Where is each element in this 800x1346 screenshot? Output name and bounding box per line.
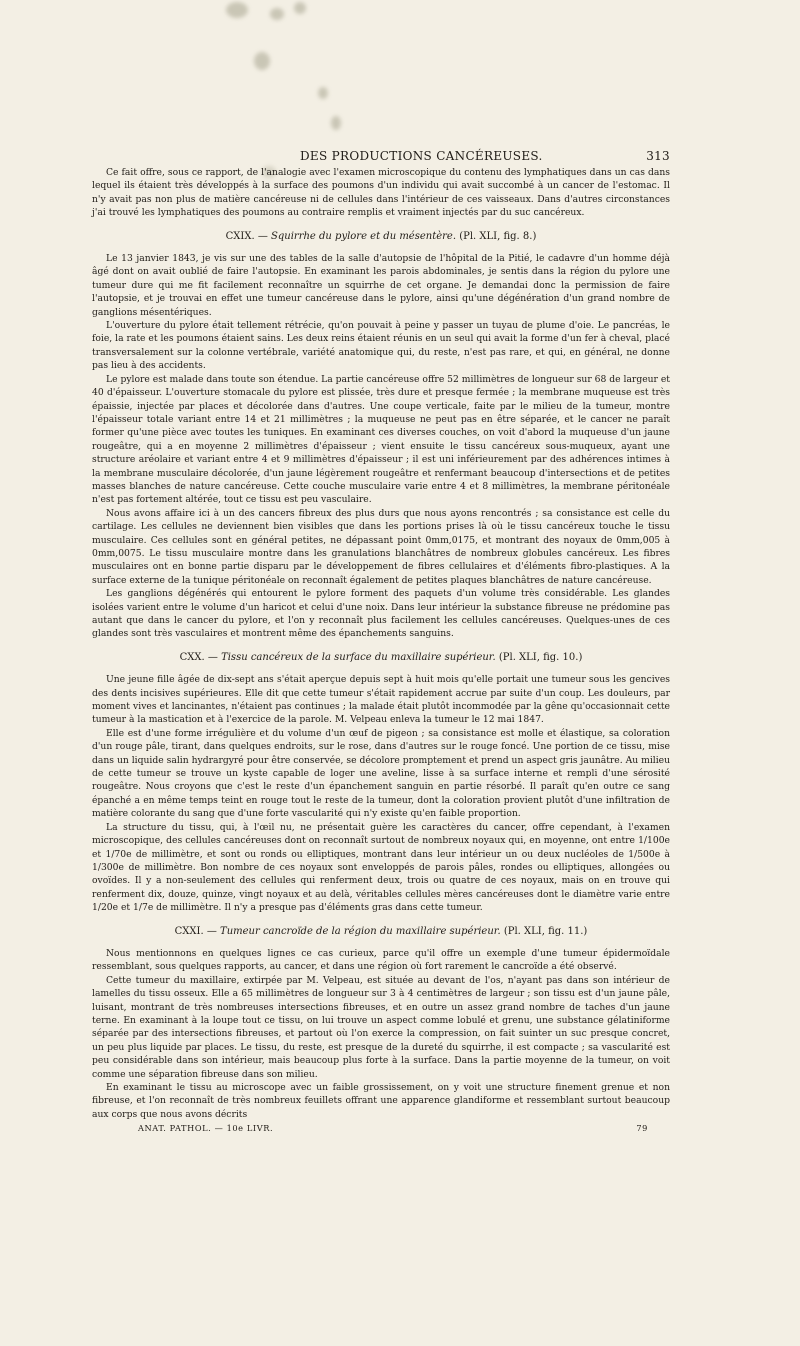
case-paragraph: Nous avons affaire ici à un des cancers fibreux des plus durs que nous ayons rencontrés ; sa consistance est celle du cartilage. Les cellules ne deviennent bien visibles que dans les portions prises là où le tissu cancéreux touche le tissu musculaire. Ces cellules sont en général petites, ne dépassant point 0mm,0175, et montrant des noyaux de 0mm,005 à 0mm,0075. Le tissu musculaire montre dans les granulations blanchâtres de nombreux globules cancéreux. Les fibres musculaires ont en bonne partie disparu par le développement de fibres cellulaires et d'éléments fibro-plastiques. A la surface externe de la tunique péritonéale on reconnaît également de petites plaques blanchâtres de nature cancéreuse. — [92, 507, 670, 586]
case-heading — [92, 651, 670, 664]
case-number: CXX. — — [179, 651, 218, 663]
case-paragraph: Le pylore est malade dans toute son étendue. La partie cancéreuse offre 52 millimètres de longueur sur 68 de largeur et 40 d'épaisseur. L'ouverture stomacale du pylore est plissée, très dure et presque fermée ; la membrane muqueuse est très épaissie, injectée par places et décolorée dans d'autres. Une coupe verticale, faite par le milieu de la tumeur, montre l'épaisseur totale variant entre 14 et 21 millimètres ; la muqueuse ne peut pas en être séparée, et le cancer ne paraît former qu'une pièce avec toutes les tuniques. En examinant ces diverses couches, on voit d'abord la muqueuse d'un jaune rougeâtre, qui a en moyenne 2 millimètres d'épaisseur ; vient ensuite le tissu cancéreux sous-muqueux, ayant une structure aréolaire et variant entre 4 et 9 millimètres d'épaisseur ; il est uni inférieurement par des adhérences intimes à la membrane musculaire décolorée, d'un jaune légèrement rougeâtre et renfermant beaucoup d'intersections et de petites masses blanches de nature cancéreuse. Cette couche musculaire varie entre 4 et 8 millimètres, la membrane péritonéale n'est pas fortement altérée, tout ce tissu est peu vasculaire. — [92, 373, 670, 506]
case-description: Tumeur cancroïde de la région du maxillaire supérieur. — [220, 925, 501, 937]
case-paragraph: Elle est d'une forme irrégulière et du volume d'un œuf de pigeon ; sa consistance est molle et élastique, sa coloration d'un rouge pâle, tirant, dans quelques endroits, sur le rose, dans d'autres sur le rouge foncé. Une portion de ce tissu, mise dans un liquide salin hydrargyré pour être conservée, se décolore promptement et prend un aspect gris jaunâtre. Au milieu de cette tumeur se trouve un kyste capable de loger une aveline, lisse à sa surface interne et rempli d'une sérosité rougeâtre. Nous croyons que c'est le reste d'un épanchement sanguin en partie résorbé. Il paraît qu'en outre ce sang épanché a en même temps teint en rouge tout le reste de la tumeur, dont la coloration provient plutôt d'une infiltration de matière colorante du sang que d'une forte vascularité qui n'y existe qu'en faible proportion. — [92, 727, 670, 820]
paper-stain — [254, 52, 270, 70]
paper-stain — [331, 116, 341, 130]
case-paragraph: Une jeune fille âgée de dix-sept ans s'était aperçue depuis sept à huit mois qu'elle portait une tumeur sous les gencives des dents incisives supérieures. Elle dit que cette tumeur s'était rapidement accrue par suite d'un coup. Les douleurs, par moment vives et lancinantes, n'étaient pas continues ; la malade était plutôt incommodée par la gêne qu'occasionnait cette tumeur à la mastication et à l'exercice de la parole. M. Velpeau enleva la tumeur le 12 mai 1847. — [92, 674, 670, 726]
running-title: DES PRODUCTIONS CANCÉREUSES. — [300, 149, 543, 163]
case-number: CXIX. — — [225, 230, 268, 242]
case-paragraph: En examinant le tissu au microscope avec un faible grossissement, on y voit une structure finement grenue et non fibreuse, et l'on reconnaît de très nombreux feuillets offrant une apparence glandiforme et ressemblant surtout beaucoup aux corps que nous avons décrits — [92, 1082, 670, 1120]
paper-stain — [270, 8, 284, 20]
page-footer — [138, 1123, 648, 1137]
case-reference: (Pl. XLI, fig. 11.) — [503, 925, 588, 937]
sheet-number: 79 — [636, 1123, 648, 1133]
case-paragraph: L'ouverture du pylore était tellement rétrécie, qu'on pouvait à peine y passer un tuyau de plume d'oie. Le pancréas, le foie, la rate et les poumons étaient sains. Les deux reins étaient réunis en un seul qui avait la forme d'un fer à cheval, placé transversalement sur la colonne vertébrale, variété anatomique qui, du reste, n'est pas rare, et qui, en général, ne donne pas lieu à des accidents. — [92, 320, 670, 372]
paper-stain — [226, 2, 248, 18]
intro-paragraph: Ce fait offre, sous ce rapport, de l'analogie avec l'examen microscopique du contenu des lymphatiques dans un cas dans lequel ils étaient très développés à la surface des poumons d'un individu qui avait succombé à un cancer de l'estomac. Il n'y avait pas non plus de matière cancéreuse ni de cellules dans l'intérieur de ces vaisseaux. Dans d'autres circonstances j'ai trouvé les lymphatiques des poumons au contraire remplis et vraiment injectés par du suc cancéreux. — [92, 167, 670, 219]
case-paragraph: Cette tumeur du maxillaire, extirpée par M. Velpeau, est située au devant de l'os, n'ayant pas dans son intérieur de lamelles du tissu osseux. Elle a 65 millimètres de longueur sur 3 à 4 centimètres de largeur ; son tissu est d'un jaune pâle, luisant, montrant de très nombreuses intersections fibreuses, et en outre un assez grand nombre de taches d'un jaune terne. En examinant à la loupe tout ce tissu, on lui trouve un aspect comme lobulé et grenu, une substance gélatiniforme séparée par des intersections fibreuses, et partout où l'on exerce la compression, on fait suinter un suc presque concret, un peu plus liquide par places. Le tissu, du reste, est presque de la dureté du squirrhe, il est compacte ; sa vascularité est peu considérable dans son intérieur, mais beaucoup plus forte à la surface. Dans la partie moyenne de la tumeur, on voit comme une séparation fibreuse dans son milieu. — [92, 974, 670, 1080]
case-paragraph: Le 13 janvier 1843, je vis sur une des tables de la salle d'autopsie de l'hôpital de la Pitié, le cadavre d'un homme déjà âgé dont on avait oublié de faire l'autopsie. En examinant les parois abdominales, je sentis dans la région du pylore une tumeur dure qui me fit facilement reconnaître un squirrhe de cet organe. Je demandai donc la permission de faire l'autopsie, et je trouvai en effet une tumeur cancéreuse dans le pylore, ainsi qu'une dégénération d'un grand nombre de ganglions mésentériques. — [92, 253, 670, 318]
page-number: 313 — [646, 149, 670, 163]
page-header — [92, 149, 670, 167]
signature-mark: ANAT. PATHOL. — 10e LIVR. — [138, 1123, 274, 1133]
case-paragraph: La structure du tissu, qui, à l'œil nu, ne présentait guère les caractères du cancer, offre cependant, à l'examen microscopique, des cellules cancéreuses dont on reconnaît surtout de nombreux noyaux qui, en moyenne, ont entre 1/100e et 1/70e de millimètre, et sont ou ronds ou elliptiques, montrant dans leur intérieur un ou deux nucléoles de 1/500e à 1/300e de millimètre. Bon nombre de ces noyaux sont enveloppés de parois pâles, rondes ou elliptiques, allongées ou ovoïdes. Il y a non-seulement des cellules qui renferment deux, trois ou quatre de ces noyaux, mais on en trouve qui renferment dix, douze, quinze, vingt noyaux et au delà, véritables cellules mères cancéreuses dont le diamètre varie entre 1/20e et 1/7e de millimètre. Il n'y a presque pas d'éléments gras dans cette tumeur. — [92, 821, 670, 914]
case-heading — [92, 230, 670, 243]
case-description: Squirrhe du pylore et du mésentère. — [271, 230, 457, 242]
case-paragraph: Nous mentionnons en quelques lignes ce cas curieux, parce qu'il offre un exemple d'une tumeur épidermoïdale ressemblant, sous quelques rapports, au cancer, et dans une région où fort rarement le cancroïde a été observé. — [92, 947, 670, 973]
paper-stain — [294, 2, 306, 14]
case-reference: (Pl. XLI, fig. 8.) — [459, 230, 537, 242]
case-description: Tissu cancéreux de la surface du maxillaire supérieur. — [221, 651, 496, 663]
case-number: CXXI. — — [174, 925, 217, 937]
case-heading — [92, 925, 670, 938]
case-reference: (Pl. XLI, fig. 10.) — [498, 651, 583, 663]
page-body — [92, 166, 670, 1121]
case-paragraph: Les ganglions dégénérés qui entourent le pylore forment des paquets d'un volume très considérable. Les glandes isolées varient entre le volume d'un haricot et celui d'une noix. Dans leur intérieur la substance fibreuse ne prédomine pas autant que dans le cancer du pylore, et l'on y reconnaît plus facilement les cellules cancéreuses. Quelques-unes de ces glandes sont très vasculaires et montrent même des épanchements sanguins. — [92, 588, 670, 640]
paper-stain — [318, 87, 328, 99]
